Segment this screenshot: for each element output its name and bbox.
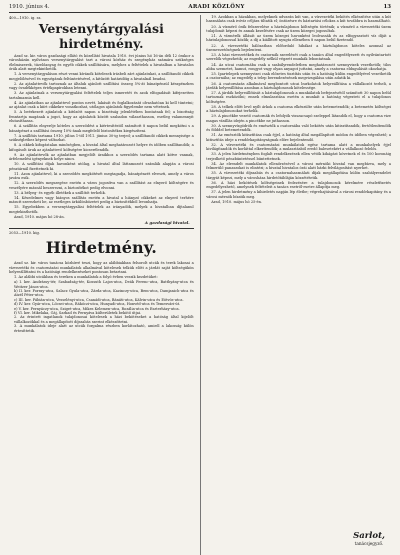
signature-role: tanácsjegyző. <box>354 541 384 546</box>
paragraph: 1. A versenytárgyaláson részt venni kívánók kötelesek írásbeli zárt ajánlatukat, a szállítandó cikkek megjelölésével és egységárak feltüntetésével, a kitűzött határidőig a hivatalnál beadni. <box>9 72 194 81</box>
notice-body-2 <box>9 261 194 279</box>
left-column <box>9 15 194 555</box>
paragraph: 7. A szállítás tartama 1910. július 1-től 1911. június 30-ig terjed; a szállítandó cikkek mennyisége a szükséglethez képest változhat. <box>9 133 194 143</box>
list-item: d) IV. ker. Gyár-utca, Lőcsei-utca, Rákóczi-utca, Hunyadi-utca, Honvéd-utca és Temesvári-út. <box>14 302 181 307</box>
list-item: f) VI. ker. Mikelaka, Gáj, Sarkad és Pernyáva külterületek bekötő útjai. <box>14 311 142 316</box>
list-item: c) III. ker. Fábián-utca, Vesselényi-utca, Csanádi-utca, Bánáti-utca, Kálvin-utca és Eötvös-utca. <box>14 297 184 302</box>
paragraph: 20. A vízmérő órák felszerelése a háztulajdonos költségén történik; a vízmérő a vízvezetéki üzem tulajdonát képezi és annak kezelésére csak az üzem közegei jogosultak. <box>206 24 391 33</box>
paragraph: 21. A vízmérők állását az üzem közegei havonként leolvassák és az elfogyasztott víz díját a háztulajdonossal közlik; a díj a kiállított nyugta ellenében 8 napon belül fizetendő. <box>206 34 391 43</box>
paragraph: 11. Azon ajánlattevő, ki a szerződés megkötését megtagadja, bánatpénzét elveszti, amely a város javára esik. <box>9 171 194 181</box>
notice-reference-1: 400—1910. ig. sz. <box>9 16 42 20</box>
paragraph: 5. A beérkezett ajánlatok a kitűzött napon a bizottság jelenlétében bontatnak fel; a bizottság fenntartja magának a jogot, hogy az ajánlatok között szabadon választhasson, esetleg valamennyit elutasíthassa. <box>9 110 194 124</box>
list-item: 2. Az érintett ingatlanok tulajdonosai kötelesek a házi bekötéseket a hatóság által kijelölt vállalkozókkal és a megállapított díjszabás szerint elkészíttetni. <box>14 315 194 324</box>
notice-reference-2: 2053—1910. kig. <box>9 231 40 236</box>
notice-signature-1: A gazdasági hivatal. <box>144 220 190 226</box>
paragraph: 24. Az utcai csatornába csak a szabályrendeletben meghatározott szennyvizek vezethetők; tilos abba szemetet, hamut, rongyot vagy olyan anyagot juttatni, amely a csatorna eldugulását okozhatja. <box>206 62 391 71</box>
paragraph: Arad, 1910. május hó 28-án. <box>14 214 65 219</box>
paragraph: 35. A vízvezetéki díjszabás és a csatornahasználati díjak megállapítása külön szabályrendelet tárgyát képezi, mely a városháza hirdetőtábláján közzététetik. <box>206 171 391 180</box>
running-head <box>9 4 391 13</box>
paragraph: 27. A járdák helyreállítását a háztulajdonosok a munkálatok befejezésétől számított 30 napon belül tartoznak eszközölni; ennek elmulasztása esetén a munkát a hatóság végezteti el a tulajdonos költségére. <box>206 91 391 104</box>
paragraph: 2. Az ajánlattevők tartoznak az általuk ajánlott szállítási összeg 5%-át bánatpénzül készpénzben vagy óvadékképes értékpapírokban letenni. <box>9 81 194 91</box>
newspaper-name: ARADI KÖZLÖNY <box>188 4 245 10</box>
paragraph: 15. Egyebekben a versenytárgyalási feltételek az irányadók, melyek a hivatalban díjtalanul megtekinthetők. <box>9 205 194 214</box>
paragraph: Arad sz. kir. város gazdasági ellátó és közellátó hivatala 1910. évi június hó 16-án déli 12 órakor a városházán nyilvános versenytárgyalást tart a városi kórház és szegényház számára szükséges élelmiszerek, tüzelőanyag és egyéb cikkek szállítására, melyhez a feltételek a hivatalban a hivatalos órák alatt megtekinthetők. <box>9 54 194 72</box>
paragraph: Arad sz. kir. város tanácsa közhírré teszi, hogy az alábbiakban felsorolt utcák és terek lakosai a vízvezetéki és csatornázási munkálatok alkalmával kötelesek telkük előtt a járdát saját költségükön helyreállíttatni és a hatósági rendelkezéseket pontosan betartani. <box>9 261 194 275</box>
paragraph: 30. A szennyvízgödrök és emésztők a csatornába való bekötés után kitisztítandók, fertőtlenítendők és földdel betemetendők. <box>206 123 391 133</box>
paragraph: Arad, 1910. május hó 25-én. <box>211 199 263 204</box>
paragraph: 23. A házi vízvezetékek és csatornák szerelését csak a tanács által engedélyezett és nyilvántartott szerelők végezhetik; az engedély nélkül végzett munkák lebontatnak. <box>206 53 391 62</box>
notice-body-continued <box>206 15 391 204</box>
paragraph: 12. A szerződés megszegése esetén a város jogosítva van a szállítást az elnyerő költségére és veszélyére másnál beszerezni, a biztosítékot pedig elvonni. <box>9 181 194 190</box>
notice-title-1: Versenytárgyalási hirdetmény. <box>38 21 165 51</box>
notice-body-1 <box>9 54 194 219</box>
paragraph: 31. Az emésztők kitisztítása csak éjjel, a hatóság által megállapított módon és időben végezhető; a kitisztítás ideje a rendőrkapitányságnak előre bejelentendő. <box>206 133 391 142</box>
paragraph: 4. Az ajánlatban az ajánlattevő pontos nevét, lakását és foglalkozását olvashatóan ki kell tüntetni; az ajánlat csak a kiírt cikkekre vonatkozhat, utólagos ajánlatok figyelembe nem vétetnek. <box>9 100 194 110</box>
paragraph: 6. A szállítás elnyerője köteles a szerződést a kiértesítéstől számított 8 napon belül megkötni s a bánatpénzt a szállítási összeg 10%-ának megfelelő biztosítékra kiegészíteni. <box>9 124 194 133</box>
paragraph: 29. A pincékbe vezető csatornák és lefolyók visszacsapó szeleppel látandók el, hogy a csatorna vize magas vízállás idején a pincékbe ne juthasson. <box>206 114 391 123</box>
paragraph: 8. A cikkek kifogástalan minőségben, a hivatal által meghatározott helyre és időben szállítandók; a kifogásolt áruk az ajánlattevő költségére kicserélendők. <box>9 143 194 152</box>
paragraph: 10. A szállítási díjak havonként utólag, a hivatal által láttamozott számlák alapján a városi pénztárnál fizettetnek ki. <box>9 162 194 171</box>
signature-block <box>353 531 385 546</box>
right-column <box>206 15 391 555</box>
page-number: 13 <box>383 4 391 10</box>
paragraph: 36. A házi bekötések költségeinek fedezésére a tulajdonosok kérelmére részletfizetés engedélyezhető, amelynek feltételeit a tanács esetről-esetre állapítja meg. <box>206 180 391 190</box>
list-item: e) V. ker. Pernyáczy-utca, Sziget-utca, Mikes Kelemen-utca, Rozália-utca és Eszterházy-utca. <box>14 306 180 311</box>
notice-title-2: Hirdetmény. <box>45 238 157 258</box>
paragraph: 22. A vízvezetéki hálózatban előforduló hibákat a háztulajdonos köteles azonnal az üzemvezetőségnek bejelenteni. <box>206 43 391 52</box>
signature-name: Sarlot, <box>353 531 385 541</box>
column-divider <box>200 15 201 555</box>
paragraph: 3. Az ajánlatnak a versenytárgyalási feltételek teljes ismeretét és azok elfogadását kifejezetten tartalmaznia kell. <box>9 91 194 100</box>
paragraph: 32. A vízvezetéki és csatornázási munkálatok egész tartama alatt a munkahelyek éjjel kivilágítandók és korláttal elkerítendők; a mulasztásból eredő balesetekért a vállalkozó felelős. <box>206 142 391 152</box>
section-divider <box>9 228 194 229</box>
paragraph: 19. Azokban a házakban, melyeknek udvarán kút van, a vízvezetéki bekötés elkészítése után a kút használata csak ivóvíz céljára tiltatik el; öntözésre és háztartási célokra a kút továbbra is használható. <box>206 15 391 24</box>
paragraph: 33. A jelen hirdetményben foglalt rendelkezések ellen vétők kihágást követnek el és 100 koronáig terjedhető pénzbüntetéssel büntettetnek. <box>206 152 391 161</box>
paragraph: 26. A csatornázás alkalmával megbontott utcai burkolatok helyreállítása a vállalkozót terheli, a járdák helyreállítása azonban a háztulajdonosok kötelessége. <box>206 81 391 90</box>
list-item: b) II. ker. Forray-utca, Salacz Gyula-utca, Zárda-utca, Kazinczy-utca, Bem-utca, Damjanich-utca és Atzél Péter-utca. <box>14 289 194 298</box>
paragraph: 13. A bélyeg- és egyéb illetékek a szállítót terhelik. <box>14 190 106 195</box>
paragraph: 37. A jelen hirdetmény a kihirdetés napján lép életbe; végrehajtásával a városi rendőrkapitány és a városi mérnök bízatik meg. <box>206 190 391 199</box>
paragraph: 28. A telkek előtt levő nyílt árkok a csatorna elkészülte után betemetendők; a betemetés költségei a háztulajdonosokat terhelik. <box>206 104 391 114</box>
street-list <box>9 280 194 333</box>
issue-date: 1910. június 4. <box>9 4 50 10</box>
columns <box>9 15 391 555</box>
paragraph: 25. Ipartelepek szennyvizei csak előzetes tisztítás után és a hatóság külön engedélyével vezethetők a csatornába; az engedély a telep berendezésének megvizsgálása után adatik ki. <box>206 72 391 81</box>
paragraph: 9. Az ajánlattevők az ajánlatban megjelölt áraikhoz a szerződés tartama alatt kötve vannak, árfelemelési igényeknek helye nincs. <box>9 152 194 162</box>
list-item: a) I. ker. Andrássy-tér, Szabadság-tér, Kossuth Lajos-utca, Deák Ferenc-utca, Batthyány-utca és Weitzer János-utca. <box>14 280 194 289</box>
paragraph: 1. Az alábbi utcákban és tereken a munkálatok a folyó évben veszik kezdetüket: <box>14 275 158 280</box>
paragraph: 14. Késedelmes vagy hiányos szállítás esetén a hivatal a hiányzó cikkeket az elnyerő terhére másutt szerezheti be, az esetleges árkülönbözetet pedig a biztosítékból levonhatja. <box>9 195 194 205</box>
list-item: 3. A munkálatok ideje alatt az utcák forgalma részben korlátozható, amiről a lakosság külön értesíttetik. <box>14 324 194 333</box>
paragraph: 34. Az elrendelt munkálatok ellenőrzésével a városi mérnöki hivatal van megbízva, mely a felmerülő panaszokat is elintézi; a hivatal hivatalos órái alatt bárki felvilágosítást nyerhet. <box>206 161 391 171</box>
